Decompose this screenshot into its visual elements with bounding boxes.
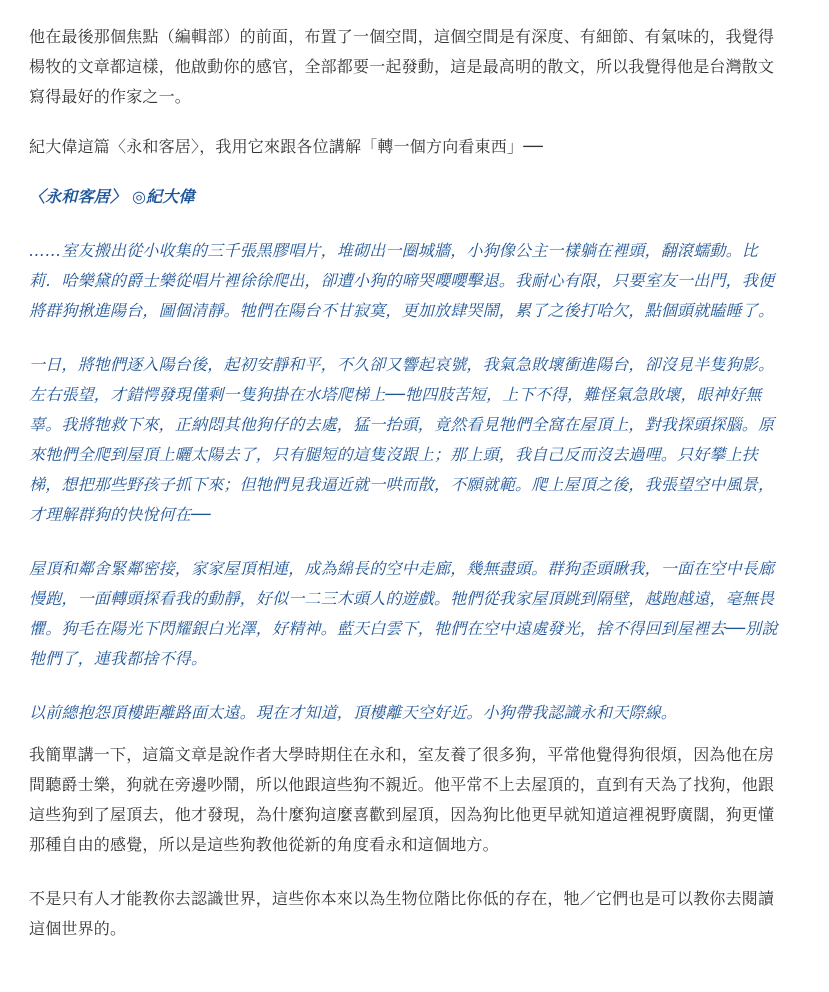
quote-paragraph-1: ……室友搬出從小收集的三千張黑膠唱片，堆砌出一圈城牆，小狗像公主一樣躺在裡頭，翻滾蠕動。比莉．哈樂黛的爵士樂從唱片裡徐徐爬出，卻遭小狗的啼哭嚶嚶擊退。我耐心有限，只要室友一出門，我便將群狗揪進陽台，圖個清靜。牠們在陽台不甘寂寞，更加放肆哭鬧，累了之後打哈欠，點個頭就瞌睡了。 xyxy=(29,241,775,320)
quote-title: 〈永和客居〉 ◎紀大偉 xyxy=(29,187,195,206)
quote-paragraph-3: 屋頂和鄰舍緊鄰密接，家家屋頂相連，成為綿長的空中走廊，幾無盡頭。群狗歪頭瞅我，一面在空中長廊慢跑，一面轉頭探看我的動靜，好似一二三木頭人的遊戲。牠們從我家屋頂跳到隔壁，越跑越遠，毫無畏懼。狗毛在陽光下閃耀銀白光澤，好精神。藍天白雲下，牠們在空中遠處發光，捨不得回到屋裡去──別說牠們了，連我都捨不得。 xyxy=(29,559,778,668)
lead-in-paragraph: 紀大偉這篇〈永和客居〉，我用它來跟各位講解「轉一個方向看東西」── xyxy=(29,137,543,156)
intro-paragraph: 他在最後那個焦點（編輯部）的前面，布置了一個空間，這個空間是有深度、有細節、有氣味的，我覺得楊牧的文章都這樣，他啟動你的感官，全部都要一起發動，這是最高明的散文，所以我覺得他是台灣散文寫得最好的作家之一。 xyxy=(29,27,775,106)
quote-paragraph-2: 一日，將牠們逐入陽台後，起初安靜和平，不久卻又響起哀號，我氣急敗壞衝進陽台，卻沒見半隻狗影。左右張望，才錯愕發現僅剩一隻狗掛在水塔爬梯上──牠四肢苦短，上下不得，難怪氣急敗壞，眼神好無辜。我將牠救下來，正納悶其他狗仔的去處，猛一抬頭，竟然看見牠們全窩在屋頂上，對我探頭探腦。原來牠們全爬到屋頂上曬太陽去了，只有腿短的這隻沒跟上；那上頭，我自己反而沒去過哩。只好攀上扶梯，想把那些野孩子抓下來；但牠們見我逼近就一哄而散，不願就範。爬上屋頂之後，我張望空中風景，才理解群狗的快悅何在── xyxy=(29,355,775,524)
quote-paragraph-4: 以前總抱怨頂樓距離路面太遠。現在才知道，頂樓離天空好近。小狗帶我認識永和天際線。 xyxy=(29,703,678,722)
commentary-paragraph-1: 我簡單講一下，這篇文章是說作者大學時期住在永和，室友養了很多狗，平常他覺得狗很煩，因為他在房間聽爵士樂，狗就在旁邊吵鬧，所以他跟這些狗不親近。他平常不上去屋頂的，直到有天為了找狗，他跟這些狗到了屋頂去，他才發現，為什麼狗這麼喜歡到屋頂，因為狗比他更早就知道這裡視野廣闊，狗更懂那種自由的感覺，所以是這些狗教他從新的角度看永和這個地方。 xyxy=(29,745,775,854)
commentary-paragraph-2: 不是只有人才能教你去認識世界，這些你本來以為生物位階比你低的存在，牠／它們也是可以教你去閱讀這個世界的。 xyxy=(29,889,775,938)
